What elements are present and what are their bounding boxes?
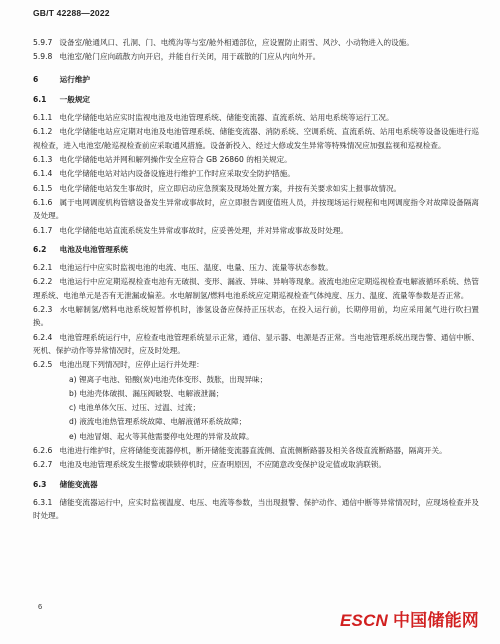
clause-text: 储能变流器运行中，应实时监视温度、电压、电流等参数，当出现报警、保护动作、通信中断等异常情况时，应现场检查并及时处理。: [33, 497, 479, 521]
clause-paragraph: [33, 125, 479, 152]
list-text: 电池壳体破损、漏压阀破裂、电解液泄漏；: [79, 388, 224, 398]
section-title: 储能变流器: [59, 479, 98, 489]
clause-paragraph: [33, 275, 479, 302]
clause-text: 电化学储能电站并网和解列操作安全应符合 GB 26860 的相关规定。: [59, 155, 292, 165]
clause-text: 水电解制氢/燃料电池系统短暂停机时，渗氢设备应保持正压状态，在投入运行前，长期停用前，均应采用氮气进行吹扫置换。: [33, 305, 479, 328]
clause-text: 电化学储能电站应定期对电池及电池管理系统、储能变流器、消防系统、空调系统、直流系统、站用电系统等设备设施进行巡视检查，进入电池室/舱巡视检查前应采取通风措施。设备新投入、经过大修或发生异常等特殊情况应加强监视和巡视检查。: [33, 127, 479, 150]
section-title: 一般规定: [59, 94, 91, 104]
standard-number: GB/T 42288—2022: [33, 8, 110, 18]
clause-paragraph: [33, 303, 479, 330]
list-marker: b): [69, 388, 77, 398]
clause-paragraph: [33, 50, 479, 63]
clause-number: 6.2.6: [33, 446, 53, 456]
clause-text: 设备室/舱通风口、孔洞、门、电缆沟等与室/舱外相通部位，应设置防止雨雪、风沙、小动物进入的设施。: [59, 38, 414, 47]
escn-logo: [340, 606, 479, 631]
page-number: 6: [38, 602, 43, 611]
clause-text: 电池进行维护时，应将储能变流器停机，断开储能变流器直流侧、直流侧断路器及相关各级直流断路器，隔离开关。: [59, 446, 447, 456]
clause-number: 6.2.4: [33, 332, 53, 342]
clause-text: 电池出现下列情况时，应停止运行并处理：: [59, 360, 204, 370]
clause-number: 6.1.2: [33, 127, 53, 137]
clause-number: 6.1.5: [33, 183, 53, 193]
section-number: 6: [33, 74, 39, 84]
clause-number: 6.1.7: [33, 225, 53, 235]
logo-text: ESCN: [340, 611, 389, 630]
clause-paragraph: [33, 36, 479, 49]
clause-number: 6.2.2: [33, 277, 53, 287]
clause-paragraph: [33, 358, 479, 371]
list-marker: d): [69, 417, 77, 427]
section-number: 6.3: [33, 479, 47, 489]
list-text: 电池单体欠压、过压、过温、过流；: [78, 403, 201, 413]
section-heading-6-1: [33, 93, 479, 106]
clause-text: 电化学储能电站发生事故时，应立即启动应急预案及现场处置方案，并按有关要求如实上报事故情况。: [59, 183, 402, 193]
section-title: 运行维护: [59, 74, 91, 84]
clause-paragraph: [33, 167, 479, 180]
list-text: 液流电池热管理系统故障、电解液循环系统故障；: [79, 417, 247, 427]
list-text: 锂离子电池、铅酸(炭)电池壳体变形、鼓胀，出现异味；: [79, 374, 268, 384]
clause-number: 6.1.1: [33, 113, 53, 123]
section-number: 6.1: [33, 94, 47, 104]
clause-text: 电池管理系统运行中，应检查电池管理系统显示正常，通信、显示器、电源是否正常。当电池管理系统出现告警、通信中断、死机、保护动作等异常情况时，应及时处理。: [33, 332, 479, 355]
clause-paragraph: [33, 196, 479, 223]
clause-number: 6.2.7: [33, 460, 53, 470]
list-marker: a): [69, 374, 77, 384]
logo-cn-text: 中国储能网: [392, 611, 479, 630]
clause-text: 电池运行中应实时监视电池的电流、电压、温度、电量、压力、流量等状态参数。: [59, 263, 333, 273]
clause-number: 6.1.3: [33, 155, 53, 165]
list-text: 电池冒烟、起火等其他需要停电处理的异常及故障。: [79, 431, 254, 441]
clause-number: 6.2.5: [33, 360, 53, 370]
clause-number: 6.1.6: [33, 197, 53, 207]
clause-number: 6.2.1: [33, 263, 53, 273]
clause-text: 电池室/舱门应向疏散方向开启，并能自行关闭，用于疏散的门应从内向外开。: [59, 52, 321, 62]
section-heading-6: [33, 73, 479, 86]
clause-text: 电化学储能电站对站内设备设施进行维护工作时应采取安全防护措施。: [59, 169, 295, 179]
section-heading-6-2: [33, 243, 479, 256]
clause-paragraph: [33, 224, 479, 237]
clause-text: 电池运行中应定期巡视检查电池有无破损、变形、漏液、异味、异响等现象。液流电池应定期巡视检查电解液循环系统、热管理系统、电池单元是否有无泄漏或偏差。水电解制氢/燃料电池系统应定期巡视检查气体纯度、压力、温度、流量等参数是否正常。: [33, 277, 479, 300]
clause-text: 电化学储能电站直流系统发生异常或事故时，应妥善处理，并对异常或事故及时处理。: [59, 225, 348, 235]
clause-number: 5.9.8: [33, 52, 53, 62]
list-marker: e): [69, 431, 77, 441]
clause-text: 电化学储能电站应实时监视电池及电池管理系统、储能变流器、直流系统、站用电系统等运行工况。: [59, 113, 394, 123]
clause-paragraph: [33, 182, 479, 195]
clause-paragraph: [33, 444, 479, 457]
clause-text: 属于电网调度机构管辖设备发生异常或事故时，应立即报告调度值班人员，并按现场运行规程和电网调度指令对故障设备隔离及处理。: [33, 197, 479, 221]
clause-text: 电池及电池管理系统发生报警或联锁停机时，应查明原因，不应随意改变保护设定值或取消联锁。: [59, 460, 386, 470]
clause-number: 5.9.7: [33, 38, 53, 47]
list-item: [33, 430, 479, 443]
list-item: [33, 401, 479, 414]
list-item: [33, 387, 479, 400]
clause-paragraph: [33, 111, 479, 124]
list-item: [33, 415, 479, 428]
clause-paragraph: [33, 153, 479, 166]
section-title: 电池及电池管理系统: [59, 244, 128, 254]
clause-number: 6.3.1: [33, 497, 53, 507]
clause-paragraph: [33, 496, 479, 523]
clause-paragraph: [33, 458, 479, 471]
section-number: 6.2: [33, 244, 47, 254]
clause-number: 6.1.4: [33, 169, 53, 179]
clause-paragraph: [33, 331, 479, 358]
list-marker: c): [69, 403, 77, 413]
section-heading-6-3: [33, 478, 479, 491]
clause-number: 6.2.3: [33, 305, 53, 315]
list-item: [33, 373, 479, 386]
document-body: [33, 36, 479, 524]
clause-paragraph: [33, 261, 479, 274]
